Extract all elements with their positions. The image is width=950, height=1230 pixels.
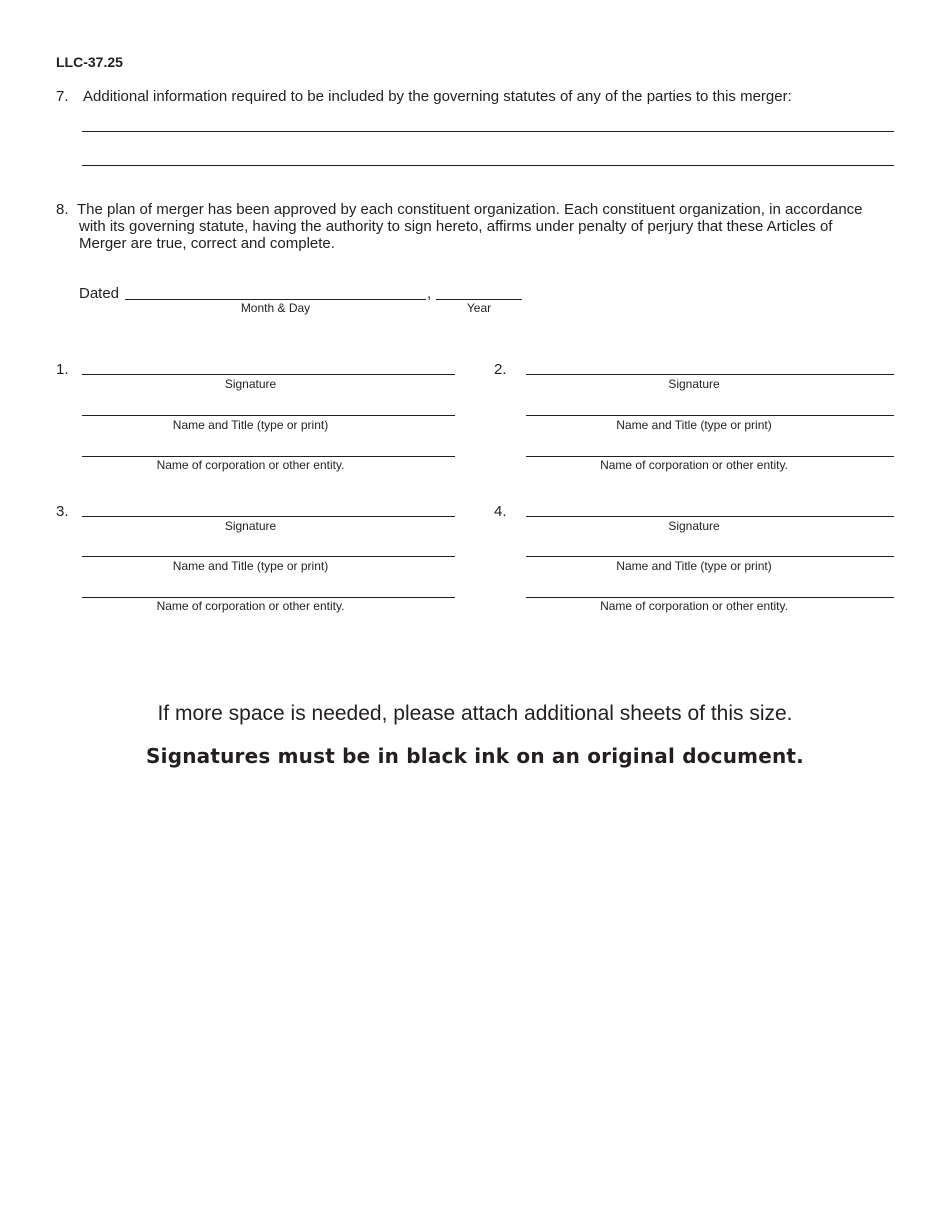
- name-title-line: [82, 415, 455, 416]
- signature-caption: Signature: [668, 377, 720, 391]
- entity-caption: Name of corporation or other entity.: [600, 599, 788, 613]
- name-title-input[interactable]: [526, 397, 894, 415]
- signature-caption: Signature: [224, 377, 277, 391]
- month-day-line: [125, 299, 426, 300]
- entity-input[interactable]: [526, 438, 894, 456]
- item-8-line-2: with its governing statute, having the authority to sign hereto, affirms under penalty of perjury that these Articles of: [79, 218, 833, 235]
- item-7-number: 7.: [56, 88, 69, 105]
- month-day-caption: Month & Day: [240, 301, 311, 315]
- item-7-input-1[interactable]: [82, 113, 894, 131]
- signature-block-number: 3.: [56, 503, 69, 520]
- year-caption: Year: [466, 301, 492, 315]
- item-7-line-2: [82, 165, 894, 166]
- entity-caption: Name of corporation or other entity.: [156, 458, 345, 472]
- signature-input[interactable]: [526, 498, 894, 516]
- signature-caption: Signature: [668, 519, 720, 533]
- entity-input[interactable]: [82, 579, 455, 597]
- signature-line: [82, 516, 455, 517]
- item-8-line-1: The plan of merger has been approved by each constituent organization. Each constituent organization, in accordance: [77, 201, 863, 218]
- month-day-input[interactable]: [125, 281, 426, 299]
- signature-caption: Signature: [224, 519, 277, 533]
- signature-line: [526, 516, 894, 517]
- additional-sheets-note: If more space is needed, please attach additional sheets of this size.: [157, 702, 793, 725]
- name-title-line: [526, 556, 894, 557]
- entity-line: [82, 597, 455, 598]
- name-title-line: [526, 415, 894, 416]
- dated-label: Dated: [79, 285, 120, 302]
- signature-input[interactable]: [526, 356, 894, 374]
- entity-input[interactable]: [526, 579, 894, 597]
- entity-caption: Name of corporation or other entity.: [600, 458, 788, 472]
- entity-line: [82, 456, 455, 457]
- entity-input[interactable]: [82, 438, 455, 456]
- black-ink-warning: Signatures must be in black ink on an original document.: [146, 744, 804, 768]
- entity-line: [526, 597, 894, 598]
- item-8-line-3: Merger are true, correct and complete.: [79, 235, 335, 252]
- dated-comma: ,: [427, 285, 432, 302]
- signature-block-number: 2.: [494, 361, 507, 378]
- name-title-input[interactable]: [82, 397, 455, 415]
- name-title-caption: Name and Title (type or print): [172, 559, 329, 573]
- signature-line: [82, 374, 455, 375]
- signature-input[interactable]: [82, 498, 455, 516]
- name-title-line: [82, 556, 455, 557]
- name-title-caption: Name and Title (type or print): [172, 418, 329, 432]
- signature-block-number: 1.: [56, 361, 69, 378]
- item-7-input-2[interactable]: [82, 147, 894, 165]
- entity-caption: Name of corporation or other entity.: [156, 599, 345, 613]
- signature-line: [526, 374, 894, 375]
- signature-block-number: 4.: [494, 503, 507, 520]
- name-title-input[interactable]: [82, 538, 455, 556]
- form-id: LLC-37.25: [56, 54, 123, 70]
- entity-line: [526, 456, 894, 457]
- name-title-caption: Name and Title (type or print): [616, 559, 772, 573]
- name-title-caption: Name and Title (type or print): [616, 418, 772, 432]
- item-7-line-1: [82, 131, 894, 132]
- year-input[interactable]: [436, 281, 522, 299]
- signature-input[interactable]: [82, 356, 455, 374]
- item-7-text: Additional information required to be included by the governing statutes of any of the parties to this merger:: [83, 88, 792, 105]
- name-title-input[interactable]: [526, 538, 894, 556]
- item-8-number: 8.: [56, 201, 69, 218]
- year-line: [436, 299, 522, 300]
